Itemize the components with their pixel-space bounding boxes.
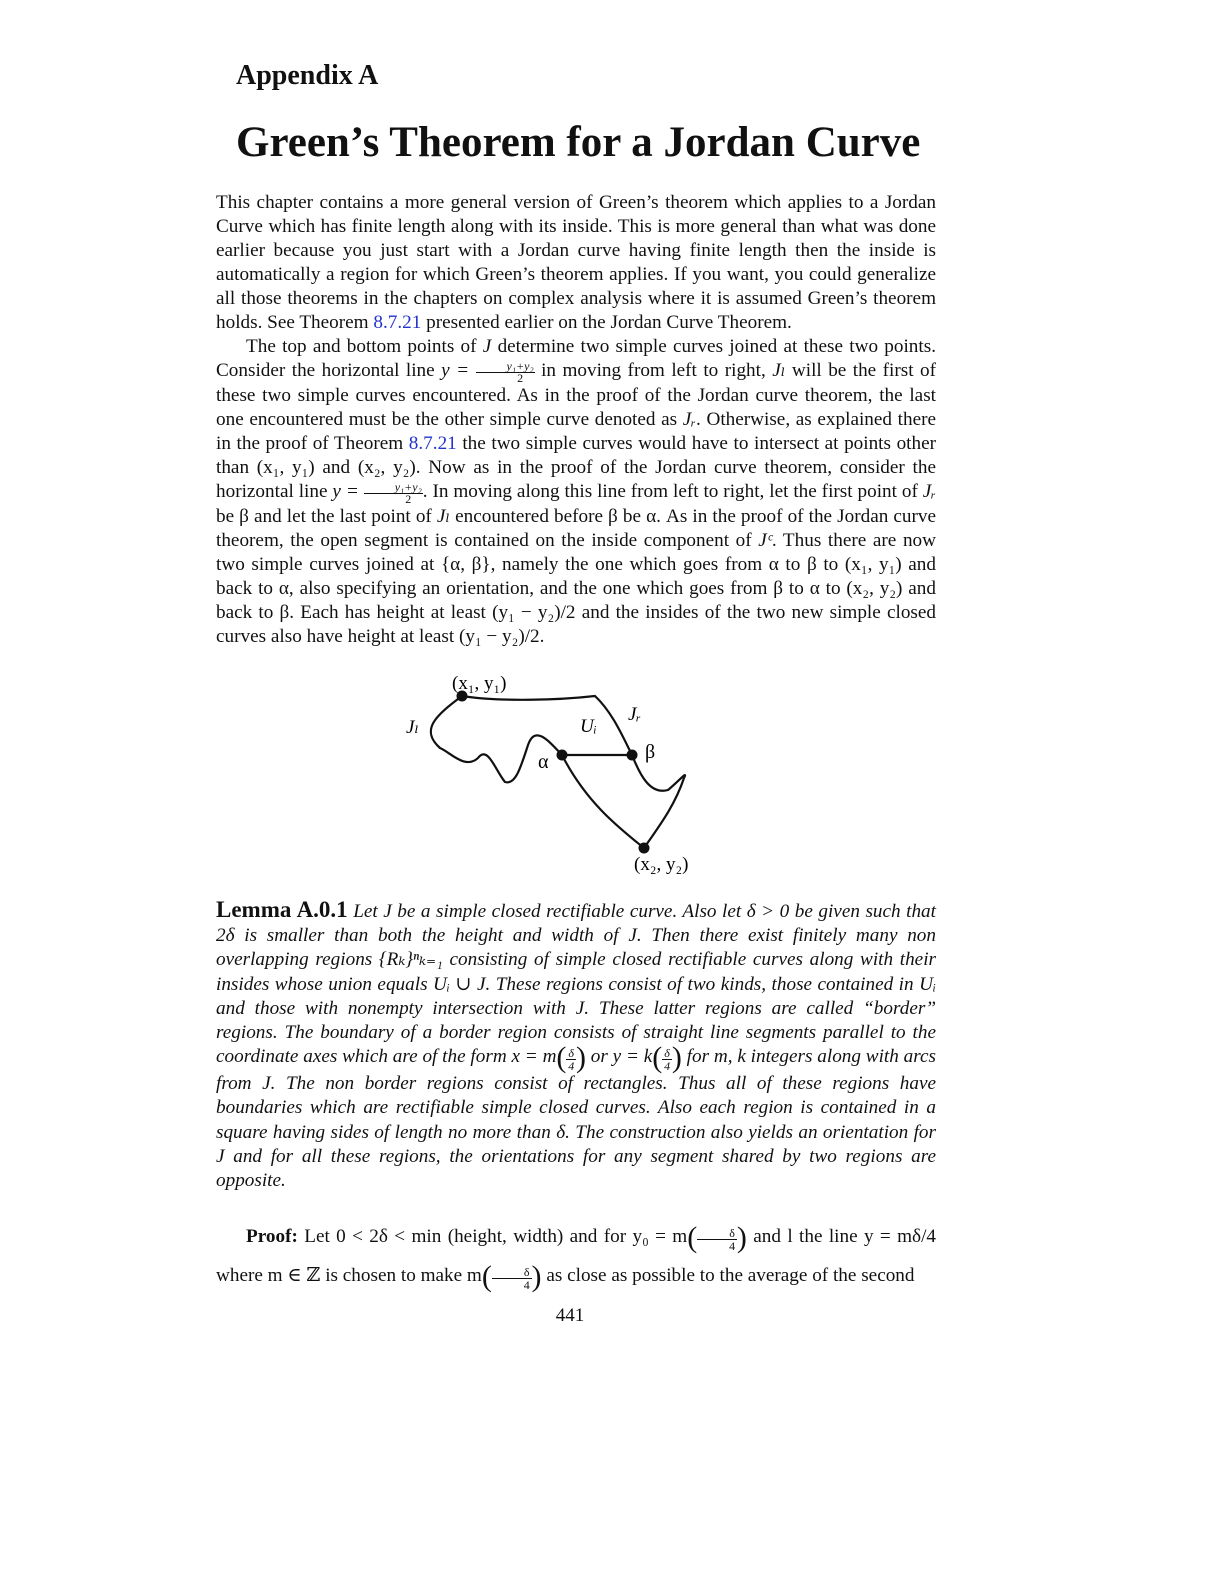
lemma-statement: Lemma A.0.1 Let J be a simple closed rectifiable curve. Also let δ > 0 be given such that 2δ is smaller than both the height and width of J. Then there exist finitely many non overlapping regions {Rₖ}ⁿₖ₌₁ consisting of simple closed rectifiable curves along with their insides whose union equals Uᵢ ∪ J. These regions consist of two kinds, those contained in Uᵢ and those with nonempty intersection with J. These latter regions are called “border” regions. The boundary of a border region consists of straight line segments parallel to the coordinate axes which are of the form x = m( $\frac{\delta}{4}$ ) or y = k( $\frac{\delta}{4}$ ) for m, k integers along with arcs from J. The non border regions consist of rectangles. Thus all of these regions have boundaries which are rectifiable simple closed curves. Also each region is contained in a square having sides of length no more than δ. The construction also yields an orientation for J and for all these regions, the orientations for any segment shared by two regions are opposite.	[216, 897, 936, 1192]
jr-label: Jᵣ	[628, 704, 642, 725]
fraction: $\frac{\delta}{4}$	[697, 1227, 737, 1252]
bottom-point-marker	[639, 843, 650, 854]
proof-heading: Proof:	[246, 1226, 298, 1247]
fraction: $\frac{\delta}{4}$	[568, 1046, 575, 1074]
ui-label: Uᵢ	[580, 716, 597, 737]
fraction: $\frac{\text{y₁+y₂}}{2}$	[476, 361, 535, 384]
proof-text: Proof: Let 0 < 2δ < min (height, width) and for y₀ = m( $\frac{\delta}{4}$ ) and l the line y = mδ/4 where m ∈ ℤ is chosen to make m( $\frac{\delta}{4}$ ) as close as possible to the average of the second	[216, 1221, 936, 1293]
chapter-title: Green’s Theorem for a Jordan Curve	[236, 119, 921, 166]
page-number: 441	[555, 1305, 585, 1326]
fraction: $\frac{\delta}{4}$	[492, 1266, 532, 1291]
alpha-point-marker	[557, 750, 568, 761]
paragraph-1: This chapter contains a more general version of Green’s theorem which applies to a Jordan Curve which has finite length along with its inside. This is more general than what was done earlier because you just start with a Jordan curve having finite length then the inside is automatically a region for which Green’s theorem applies. If you want, you could generalize all those theorems in the chapters on complex analysis where it is assumed Green’s theorem holds. See Theorem 8.7.21 presented earlier on the Jordan Curve Theorem.	[216, 192, 936, 333]
lemma-heading: Lemma A.0.1	[216, 897, 348, 922]
beta-label: β	[645, 741, 656, 763]
bottom-point-label: (x₂, y₂)	[634, 854, 689, 875]
fraction: $\frac{\delta}{4}$	[664, 1046, 671, 1074]
paragraph-2: The top and bottom points of J determine two simple curves joined at these two points. Consider the horizontal line y = $\frac{\text{y₁+y₂}}{2}$ in moving from left to right, Jₗ will be the first of these two simple curves encountered. As in the proof of the Jordan curve theorem, the last one encountered must be the other simple curve denoted as Jᵣ. Otherwise, as explained there in the proof of Theorem 8.7.21 the two simple curves would have to intersect at points other than (x₁, y₁) and (x₂, y₂). Now as in the proof of the Jordan curve theorem, consider the horizontal line y = $\frac{\text{y₁+y₂}}{2}$ . In moving along this line from left to right, let the first point of Jᵣ be β and let the last point of Jₗ encountered before β be α. As in the proof of the Jordan curve theorem, the open segment is contained on the inside component of Jᶜ. Thus there are now two simple curves joined at {α, β}, namely the one which goes from α to β to (x₁, y₁) and back to α, also specifying an orientation, and the one which goes from β to α to (x₂, y₂) and back to β. Each has height at least (y₁ − y₂)/2 and the insides of the two new simple closed curves also have height at least (y₁ − y₂)/2.	[216, 336, 937, 647]
jordan-curve	[431, 696, 685, 848]
lemma-block	[216, 898, 936, 1193]
theorem-link[interactable]: 8.7.21	[373, 312, 422, 333]
jl-label: Jₗ	[406, 717, 420, 738]
fraction: $\frac{\text{y₁+y₂}}{2}$	[364, 482, 423, 505]
proof-block	[216, 1218, 936, 1296]
top-point-label: (x₁, y₁)	[452, 673, 507, 694]
theorem-link[interactable]: 8.7.21	[408, 433, 457, 454]
beta-point-marker	[627, 750, 638, 761]
alpha-label: α	[538, 751, 549, 773]
appendix-label: Appendix A	[236, 60, 379, 91]
